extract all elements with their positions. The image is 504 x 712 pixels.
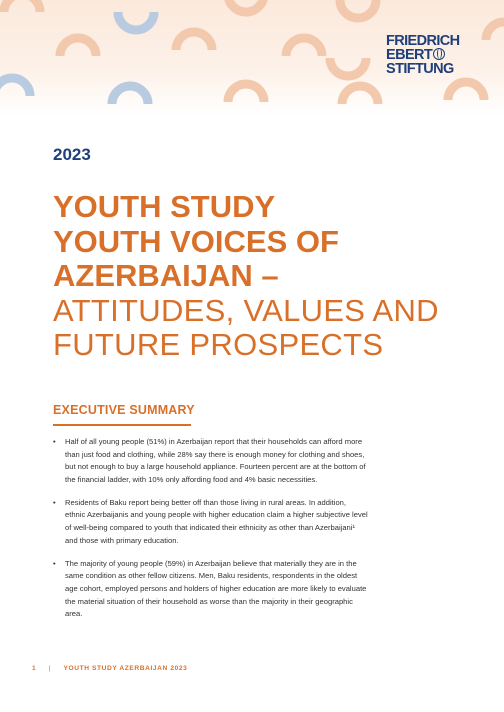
- logo-line-2-wrap: [386, 48, 470, 62]
- summary-bullet-list: [53, 436, 368, 631]
- logo-line-1: FRIEDRICH: [386, 33, 460, 49]
- section-heading: EXECUTIVE SUMMARY: [53, 403, 195, 417]
- title-line-1: YOUTH STUDY: [53, 189, 276, 224]
- bullet-text: Residents of Baku report being better off than those living in rural areas. In addition, ethnic Azerbaijanis and young people with higher education claim a higher subjective level of well-being compared to youth that indicated their ethnicity as other than Azerbaijani¹ and those with primary education.: [65, 497, 368, 545]
- list-item: [53, 497, 368, 547]
- page-footer: [32, 665, 187, 672]
- fes-logo: [386, 34, 470, 76]
- publication-year: 2023: [53, 145, 91, 164]
- subtitle-line-2: FUTURE PROSPECTS: [53, 327, 384, 362]
- logo-line-2: EBERT: [386, 47, 433, 63]
- list-item: [53, 558, 368, 621]
- running-title: YOUTH STUDY AZERBAIJAN 2023: [63, 665, 188, 672]
- heading-underline: [53, 424, 191, 426]
- logo-line-3: STIFTUNG: [386, 61, 454, 77]
- list-item: [53, 436, 368, 486]
- document-title: [53, 190, 473, 363]
- page-number: 1: [32, 665, 37, 672]
- bullet-text: Half of all young people (51%) in Azerbaijan report that their households can afford more than just food and clothing, while 28% say there is enough money for clothing and shoes, but not enough to buy a large household appliance. Fourteen percent are at the bottom of the financial ladder, with 10% only affording food and 4% basic necessities.: [65, 437, 366, 484]
- footer-separator: |: [48, 665, 52, 672]
- subtitle-line-1: ATTITUDES, VALUES AND: [53, 292, 439, 328]
- bullet-icon: •: [53, 437, 56, 446]
- title-line-2: YOUTH VOICES OF: [53, 223, 339, 259]
- bullet-icon: •: [53, 558, 56, 568]
- bullet-text: The majority of young people (59%) in Azerbaijan believe that materially they are in the same condition as other fellow citizens. Men, Baku residents, respondents in the oldest age cohort, employed persons and holders of higher education are more likely to evaluate the material situation of their household as worse than the majority in their geographic area.: [65, 558, 367, 619]
- bullet-icon: •: [53, 497, 56, 507]
- header-banner: [0, 0, 504, 116]
- title-line-3: AZERBAIJAN –: [53, 258, 279, 293]
- globe-icon: [433, 48, 445, 60]
